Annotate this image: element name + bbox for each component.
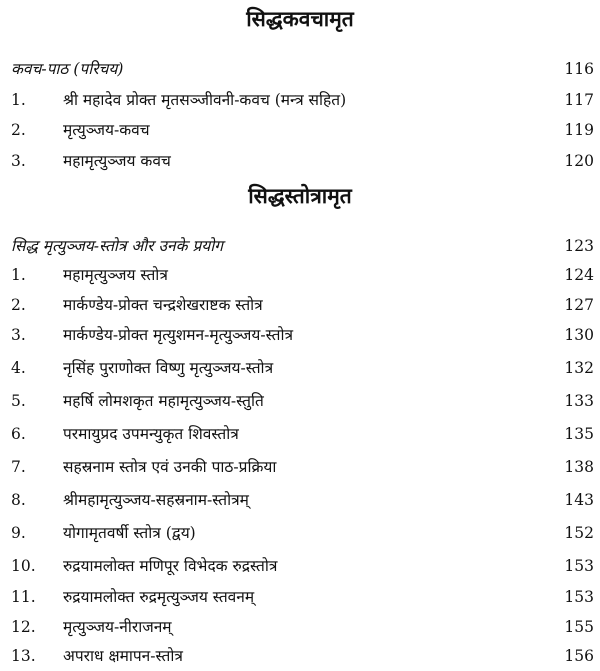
toc-entry-number: 2. <box>11 296 26 314</box>
toc-entry-title: रुद्रयामलोक्त रुद्रमृत्युञ्जय स्तवनम् <box>63 588 255 606</box>
toc-entry <box>0 322 600 348</box>
toc-entry <box>0 520 600 546</box>
toc-entry <box>0 87 600 113</box>
toc-page-number: 143 <box>564 491 594 509</box>
toc-page-number: 130 <box>564 326 594 344</box>
toc-page-number: 123 <box>564 237 594 255</box>
toc-entry <box>0 553 600 579</box>
toc-entry-number: 3. <box>11 152 26 170</box>
toc-page-number: 155 <box>564 618 594 636</box>
toc-page-number: 116 <box>564 60 594 78</box>
toc-entry <box>0 292 600 318</box>
toc-entry-title: परमायुप्रद उपमन्युकृत शिवस्तोत्र <box>63 425 239 443</box>
toc-entry <box>0 148 600 174</box>
toc-heading-title: कवच-पाठ (परिचय) <box>11 60 124 78</box>
toc-entry <box>0 643 600 669</box>
toc-entry-number: 1. <box>11 266 26 284</box>
toc-entry-title: मार्कण्डेय-प्रोक्त मृत्युशमन-मृत्युञ्जय-स्तोत्र <box>63 326 294 344</box>
toc-entry-number: 6. <box>11 425 26 443</box>
toc-entry <box>0 421 600 447</box>
toc-page-number: 138 <box>564 458 594 476</box>
toc-entry-number: 8. <box>11 491 26 509</box>
toc-entry <box>0 487 600 513</box>
toc-entry <box>0 454 600 480</box>
toc-heading-title: सिद्ध मृत्युञ्जय-स्तोत्र और उनके प्रयोग <box>11 237 224 255</box>
toc-entry-title: मृत्युञ्जय-कवच <box>63 121 150 139</box>
toc-entry-number: 11. <box>11 588 36 606</box>
toc-page-number: 120 <box>564 152 594 170</box>
toc-page-number: 132 <box>564 359 594 377</box>
toc-entry-title: महामृत्युञ्जय कवच <box>63 152 171 170</box>
toc-page-number: 153 <box>564 557 594 575</box>
toc-entry <box>0 614 600 640</box>
toc-entry-number: 9. <box>11 524 26 542</box>
toc-entry-title: महामृत्युञ्जय स्तोत्र <box>63 266 168 284</box>
toc-page-number: 133 <box>564 392 594 410</box>
toc-entry-number: 13. <box>11 647 36 665</box>
toc-entry-number: 10. <box>11 557 36 575</box>
toc-page-number: 152 <box>564 524 594 542</box>
toc-entry-title: श्री महादेव प्रोक्त मृतसञ्जीवनी-कवच (मन्त्र सहित) <box>63 91 347 109</box>
toc-entry-title: नृसिंह पुराणोक्त विष्णु मृत्युञ्जय-स्तोत्र <box>63 359 274 377</box>
section-title-stotramrit: सिद्धस्तोत्रामृत <box>248 183 352 208</box>
toc-entry <box>0 117 600 143</box>
toc-entry-title: श्रीमहामृत्युञ्जय-सहस्रनाम-स्तोत्रम् <box>63 491 249 509</box>
toc-entry <box>0 388 600 414</box>
toc-heading-stotra-prayog <box>0 233 600 259</box>
toc-entry-title: महर्षि लोमशकृत महामृत्युञ्जय-स्तुति <box>63 392 264 410</box>
toc-entry-title: सहस्रनाम स्तोत्र एवं उनकी पाठ-प्रक्रिया <box>63 458 277 476</box>
toc-heading-kavach-path <box>0 56 600 82</box>
toc-page-number: 124 <box>564 266 594 284</box>
toc-entry-title: मार्कण्डेय-प्रोक्त चन्द्रशेखराष्टक स्तोत्र <box>63 296 263 314</box>
toc-entry-number: 5. <box>11 392 26 410</box>
toc-entry-title: योगामृतवर्षी स्तोत्र (द्वय) <box>63 524 196 542</box>
toc-page-number: 127 <box>564 296 594 314</box>
toc-entry-number: 3. <box>11 326 26 344</box>
toc-entry-number: 4. <box>11 359 26 377</box>
toc-entry-number: 12. <box>11 618 36 636</box>
toc-entry-title: अपराध क्षमापन-स्तोत्र <box>63 647 183 665</box>
toc-page-number: 153 <box>564 588 594 606</box>
toc-entry-number: 2. <box>11 121 26 139</box>
toc-entry-title: रुद्रयामलोक्त मणिपूर विभेदक रुद्रस्तोत्र <box>63 557 278 575</box>
toc-entry <box>0 584 600 610</box>
toc-page-number: 135 <box>564 425 594 443</box>
section-title-kavachamrit: सिद्धकवचामृत <box>246 6 354 31</box>
toc-page-number: 117 <box>564 91 594 109</box>
toc-entry-number: 1. <box>11 91 26 109</box>
toc-entry-number: 7. <box>11 458 26 476</box>
toc-page-number: 156 <box>564 647 594 665</box>
toc-entry <box>0 355 600 381</box>
toc-entry <box>0 262 600 288</box>
toc-page-number: 119 <box>564 121 594 139</box>
toc-entry-title: मृत्युञ्जय-नीराजनम् <box>63 618 172 636</box>
